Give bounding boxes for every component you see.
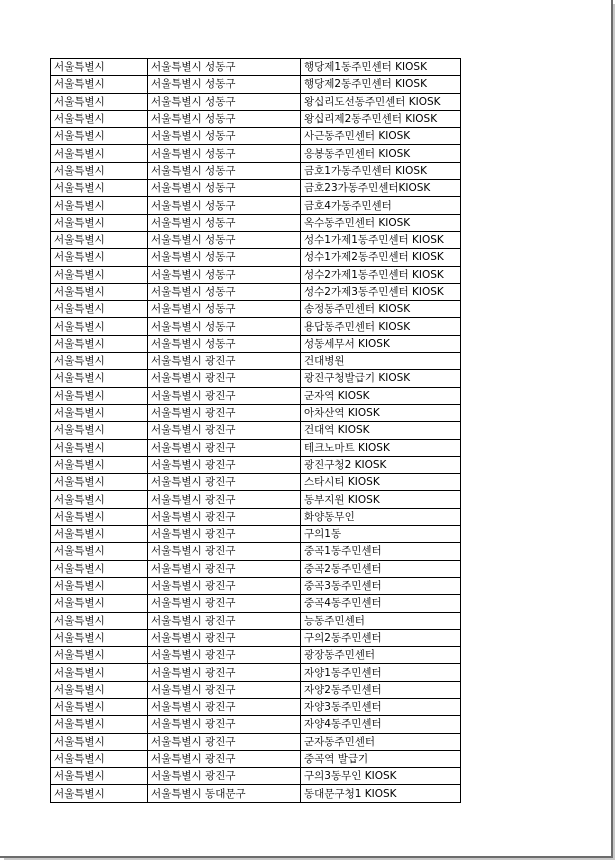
city-cell: 서울특별시 (51, 197, 148, 214)
district-cell: 서울특별시 광진구 (148, 456, 301, 473)
city-cell: 서울특별시 (51, 456, 148, 473)
district-cell: 서울특별시 광진구 (148, 664, 301, 681)
district-cell: 서울특별시 성동구 (148, 266, 301, 283)
district-cell: 서울특별시 광진구 (148, 647, 301, 664)
kiosk-location-cell: 금호4가동주민센터 (301, 197, 461, 214)
city-cell: 서울특별시 (51, 110, 148, 127)
city-cell: 서울특별시 (51, 560, 148, 577)
table-row (51, 733, 461, 750)
kiosk-location-cell: 능동주민센터 (301, 612, 461, 629)
kiosk-location-cell: 자양3동주민센터 (301, 698, 461, 715)
kiosk-location-cell: 중곡역 발급기 (301, 750, 461, 767)
kiosk-location-cell: 광진구청발급기 KIOSK (301, 370, 461, 387)
kiosk-location-cell: 옥수동주민센터 KIOSK (301, 214, 461, 231)
district-cell: 서울특별시 광진구 (148, 353, 301, 370)
table-row (51, 422, 461, 439)
table-row (51, 301, 461, 318)
table-row (51, 249, 461, 266)
city-cell: 서울특별시 (51, 543, 148, 560)
district-cell: 서울특별시 성동구 (148, 180, 301, 197)
district-cell: 서울특별시 광진구 (148, 577, 301, 594)
city-cell: 서울특별시 (51, 508, 148, 525)
table-row (51, 283, 461, 300)
district-cell: 서울특별시 광진구 (148, 595, 301, 612)
city-cell: 서울특별시 (51, 404, 148, 421)
table-row (51, 785, 461, 802)
table-row (51, 474, 461, 491)
kiosk-location-cell: 테크노마트 KIOSK (301, 439, 461, 456)
table-row (51, 595, 461, 612)
kiosk-location-cell: 구의2동주민센터 (301, 629, 461, 646)
district-cell: 서울특별시 성동구 (148, 93, 301, 110)
city-cell: 서울특별시 (51, 439, 148, 456)
city-cell: 서울특별시 (51, 76, 148, 93)
district-cell: 서울특별시 광진구 (148, 750, 301, 767)
kiosk-location-cell: 건대역 KIOSK (301, 422, 461, 439)
district-cell: 서울특별시 성동구 (148, 318, 301, 335)
kiosk-location-cell: 성동세무서 KIOSK (301, 335, 461, 352)
district-cell: 서울특별시 광진구 (148, 439, 301, 456)
district-cell: 서울특별시 성동구 (148, 283, 301, 300)
city-cell: 서울특별시 (51, 577, 148, 594)
table-row (51, 491, 461, 508)
kiosk-location-cell: 응봉동주민센터 KIOSK (301, 145, 461, 162)
table-row (51, 526, 461, 543)
city-cell: 서울특별시 (51, 59, 148, 76)
table-row (51, 768, 461, 785)
district-cell: 서울특별시 성동구 (148, 231, 301, 248)
city-cell: 서울특별시 (51, 370, 148, 387)
kiosk-location-cell: 사근동주민센터 KIOSK (301, 128, 461, 145)
kiosk-location-cell: 왕십리제2동주민센터 KIOSK (301, 110, 461, 127)
kiosk-location-cell: 왕십리도선동주민센터 KIOSK (301, 93, 461, 110)
kiosk-location-cell: 구의1동 (301, 526, 461, 543)
kiosk-location-cell: 광장동주민센터 (301, 647, 461, 664)
district-cell: 서울특별시 광진구 (148, 543, 301, 560)
table-row (51, 353, 461, 370)
district-cell: 서울특별시 성동구 (148, 110, 301, 127)
city-cell: 서울특별시 (51, 474, 148, 491)
kiosk-location-cell: 성수2가제3동주민센터 KIOSK (301, 283, 461, 300)
district-cell: 서울특별시 광진구 (148, 508, 301, 525)
district-cell: 서울특별시 광진구 (148, 526, 301, 543)
table-row (51, 560, 461, 577)
table-row (51, 612, 461, 629)
table-row (51, 214, 461, 231)
kiosk-location-table (50, 58, 461, 803)
city-cell: 서울특별시 (51, 526, 148, 543)
district-cell: 서울특별시 광진구 (148, 629, 301, 646)
city-cell: 서울특별시 (51, 768, 148, 785)
table-row (51, 266, 461, 283)
table-row (51, 508, 461, 525)
kiosk-location-cell: 중곡1동주민센터 (301, 543, 461, 560)
table-row (51, 664, 461, 681)
city-cell: 서울특별시 (51, 595, 148, 612)
table-row (51, 59, 461, 76)
district-cell: 서울특별시 성동구 (148, 197, 301, 214)
district-cell: 서울특별시 광진구 (148, 733, 301, 750)
district-cell: 서울특별시 광진구 (148, 422, 301, 439)
city-cell: 서울특별시 (51, 283, 148, 300)
city-cell: 서울특별시 (51, 301, 148, 318)
kiosk-location-cell: 건대병원 (301, 353, 461, 370)
city-cell: 서울특별시 (51, 128, 148, 145)
district-cell: 서울특별시 성동구 (148, 145, 301, 162)
city-cell: 서울특별시 (51, 249, 148, 266)
kiosk-location-cell: 성수2가제1동주민센터 KIOSK (301, 266, 461, 283)
city-cell: 서울특별시 (51, 491, 148, 508)
district-cell: 서울특별시 광진구 (148, 681, 301, 698)
city-cell: 서울특별시 (51, 698, 148, 715)
kiosk-location-cell: 화양동무인 (301, 508, 461, 525)
district-cell: 서울특별시 광진구 (148, 768, 301, 785)
kiosk-location-cell: 중곡4동주민센터 (301, 595, 461, 612)
district-cell: 서울특별시 광진구 (148, 698, 301, 715)
table-row (51, 93, 461, 110)
table-row (51, 404, 461, 421)
city-cell: 서울특별시 (51, 93, 148, 110)
district-cell: 서울특별시 성동구 (148, 59, 301, 76)
table-row (51, 387, 461, 404)
city-cell: 서울특별시 (51, 612, 148, 629)
table-row (51, 128, 461, 145)
table-row (51, 162, 461, 179)
city-cell: 서울특별시 (51, 266, 148, 283)
table-row (51, 318, 461, 335)
kiosk-location-cell: 군자동주민센터 (301, 733, 461, 750)
district-cell: 서울특별시 성동구 (148, 301, 301, 318)
table-row (51, 716, 461, 733)
district-cell: 서울특별시 성동구 (148, 76, 301, 93)
kiosk-location-cell: 자양2동주민센터 (301, 681, 461, 698)
table-row (51, 231, 461, 248)
kiosk-location-cell: 성수1가제1동주민센터 KIOSK (301, 231, 461, 248)
city-cell: 서울특별시 (51, 629, 148, 646)
district-cell: 서울특별시 광진구 (148, 370, 301, 387)
kiosk-location-cell: 중곡3동주민센터 (301, 577, 461, 594)
kiosk-location-cell: 성수1가제2동주민센터 KIOSK (301, 249, 461, 266)
kiosk-location-cell: 아차산역 KIOSK (301, 404, 461, 421)
district-cell: 서울특별시 성동구 (148, 162, 301, 179)
kiosk-location-cell: 동부지원 KIOSK (301, 491, 461, 508)
kiosk-location-cell: 광진구청2 KIOSK (301, 456, 461, 473)
city-cell: 서울특별시 (51, 353, 148, 370)
district-cell: 서울특별시 성동구 (148, 128, 301, 145)
city-cell: 서울특별시 (51, 750, 148, 767)
kiosk-location-cell: 행당제1동주민센터 KIOSK (301, 59, 461, 76)
district-cell: 서울특별시 성동구 (148, 214, 301, 231)
table-row (51, 180, 461, 197)
table-row (51, 145, 461, 162)
kiosk-location-cell: 스타시티 KIOSK (301, 474, 461, 491)
kiosk-location-cell: 중곡2동주민센터 (301, 560, 461, 577)
district-cell: 서울특별시 광진구 (148, 387, 301, 404)
table-row (51, 76, 461, 93)
city-cell: 서울특별시 (51, 335, 148, 352)
district-cell: 서울특별시 성동구 (148, 249, 301, 266)
city-cell: 서울특별시 (51, 318, 148, 335)
city-cell: 서울특별시 (51, 162, 148, 179)
city-cell: 서울특별시 (51, 422, 148, 439)
district-cell: 서울특별시 광진구 (148, 474, 301, 491)
kiosk-location-cell: 자양4동주민센터 (301, 716, 461, 733)
kiosk-table-body (51, 59, 461, 803)
district-cell: 서울특별시 광진구 (148, 716, 301, 733)
table-row (51, 335, 461, 352)
table-row (51, 543, 461, 560)
city-cell: 서울특별시 (51, 785, 148, 802)
district-cell: 서울특별시 성동구 (148, 335, 301, 352)
table-row (51, 370, 461, 387)
city-cell: 서울특별시 (51, 716, 148, 733)
district-cell: 서울특별시 광진구 (148, 491, 301, 508)
kiosk-location-cell: 군자역 KIOSK (301, 387, 461, 404)
table-row (51, 750, 461, 767)
kiosk-location-cell: 송정동주민센터 KIOSK (301, 301, 461, 318)
city-cell: 서울특별시 (51, 387, 148, 404)
city-cell: 서울특별시 (51, 733, 148, 750)
table-row (51, 698, 461, 715)
kiosk-location-cell: 금호1가동주민센터 KIOSK (301, 162, 461, 179)
district-cell: 서울특별시 광진구 (148, 404, 301, 421)
city-cell: 서울특별시 (51, 180, 148, 197)
city-cell: 서울특별시 (51, 145, 148, 162)
table-row (51, 110, 461, 127)
city-cell: 서울특별시 (51, 214, 148, 231)
table-row (51, 197, 461, 214)
district-cell: 서울특별시 동대문구 (148, 785, 301, 802)
kiosk-location-cell: 구의3동무인 KIOSK (301, 768, 461, 785)
table-row (51, 577, 461, 594)
table-row (51, 629, 461, 646)
kiosk-location-cell: 용답동주민센터 KIOSK (301, 318, 461, 335)
city-cell: 서울특별시 (51, 681, 148, 698)
table-row (51, 647, 461, 664)
kiosk-location-cell: 동대문구청1 KIOSK (301, 785, 461, 802)
city-cell: 서울특별시 (51, 647, 148, 664)
district-cell: 서울특별시 광진구 (148, 560, 301, 577)
kiosk-location-cell: 행당제2동주민센터 KIOSK (301, 76, 461, 93)
kiosk-location-cell: 자양1동주민센터 (301, 664, 461, 681)
city-cell: 서울특별시 (51, 231, 148, 248)
table-row (51, 439, 461, 456)
city-cell: 서울특별시 (51, 664, 148, 681)
district-cell: 서울특별시 광진구 (148, 612, 301, 629)
kiosk-location-cell: 금호23가동주민센터KIOSK (301, 180, 461, 197)
table-row (51, 681, 461, 698)
table-row (51, 456, 461, 473)
